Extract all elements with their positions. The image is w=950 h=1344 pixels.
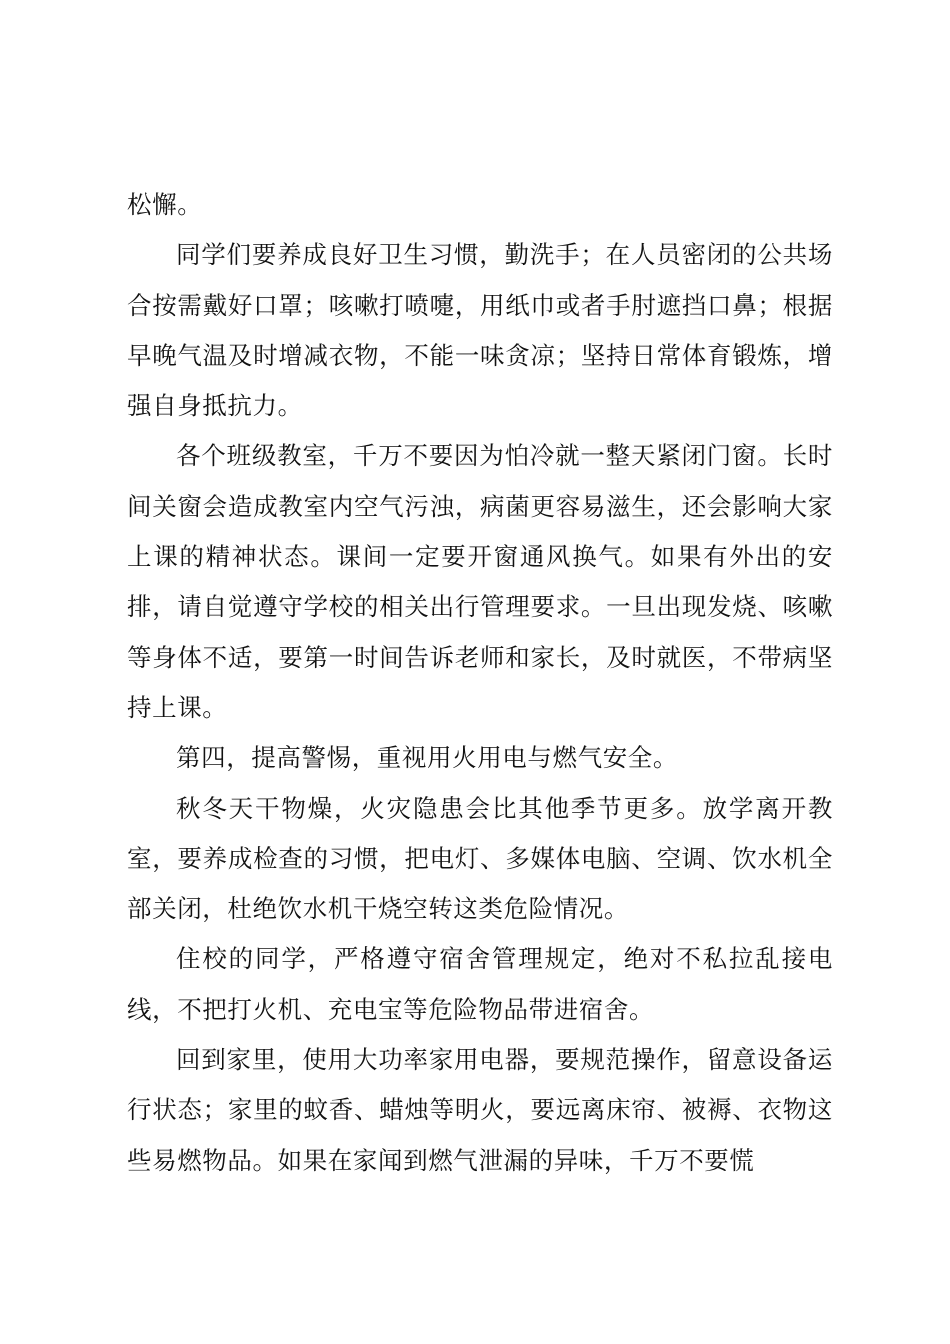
paragraph-hygiene-habits: 同学们要养成良好卫生习惯，勤洗手；在人员密闭的公共场合按需戴好口罩；咳嗽打喷嚏，用纸巾或者手肘遮挡口鼻；根据早晚气温及时增减衣物，不能一味贪凉；坚持日常体育锻炼，增强自身抵抗力。 <box>127 240 833 421</box>
paragraph-dormitory-rules: 住校的同学，严格遵守宿舍管理规定，绝对不私拉乱接电线，不把打火机、充电宝等危险物品带进宿舍。 <box>127 944 833 1024</box>
paragraph-home-safety: 回到家里，使用大功率家用电器，要规范操作，留意设备运行状态；家里的蚊香、蜡烛等明火，要远离床帘、被褥、衣物这些易燃物品。如果在家闻到燃气泄漏的异味，千万不要慌 <box>127 1045 833 1175</box>
paragraph-dry-weather: 秋冬天干物燥，火灾隐患会比其他季节更多。放学离开教室，要养成检查的习惯，把电灯、多媒体电脑、空调、饮水机全部关闭，杜绝饮水机干烧空转这类危险情况。 <box>127 793 833 924</box>
document-body <box>127 180 833 1186</box>
section-heading-fire-safety: 第四，提高警惕，重视用火用电与燃气安全。 <box>176 743 678 773</box>
paragraph-classroom-ventilation: 各个班级教室，千万不要因为怕冷就一整天紧闭门窗。长时间关窗会造成教室内空气污浊，病菌更容易滋生，还会影响大家上课的精神状态。课间一定要开窗通风换气。如果有外出的安排，请自觉遵守学校的相关出行管理要求。一旦出现发烧、咳嗽等身体不适，要第一时间告诉老师和家长，及时就医，不带病坚持上课。 <box>127 441 833 722</box>
paragraph-continuation: 松懈。 <box>127 190 203 219</box>
